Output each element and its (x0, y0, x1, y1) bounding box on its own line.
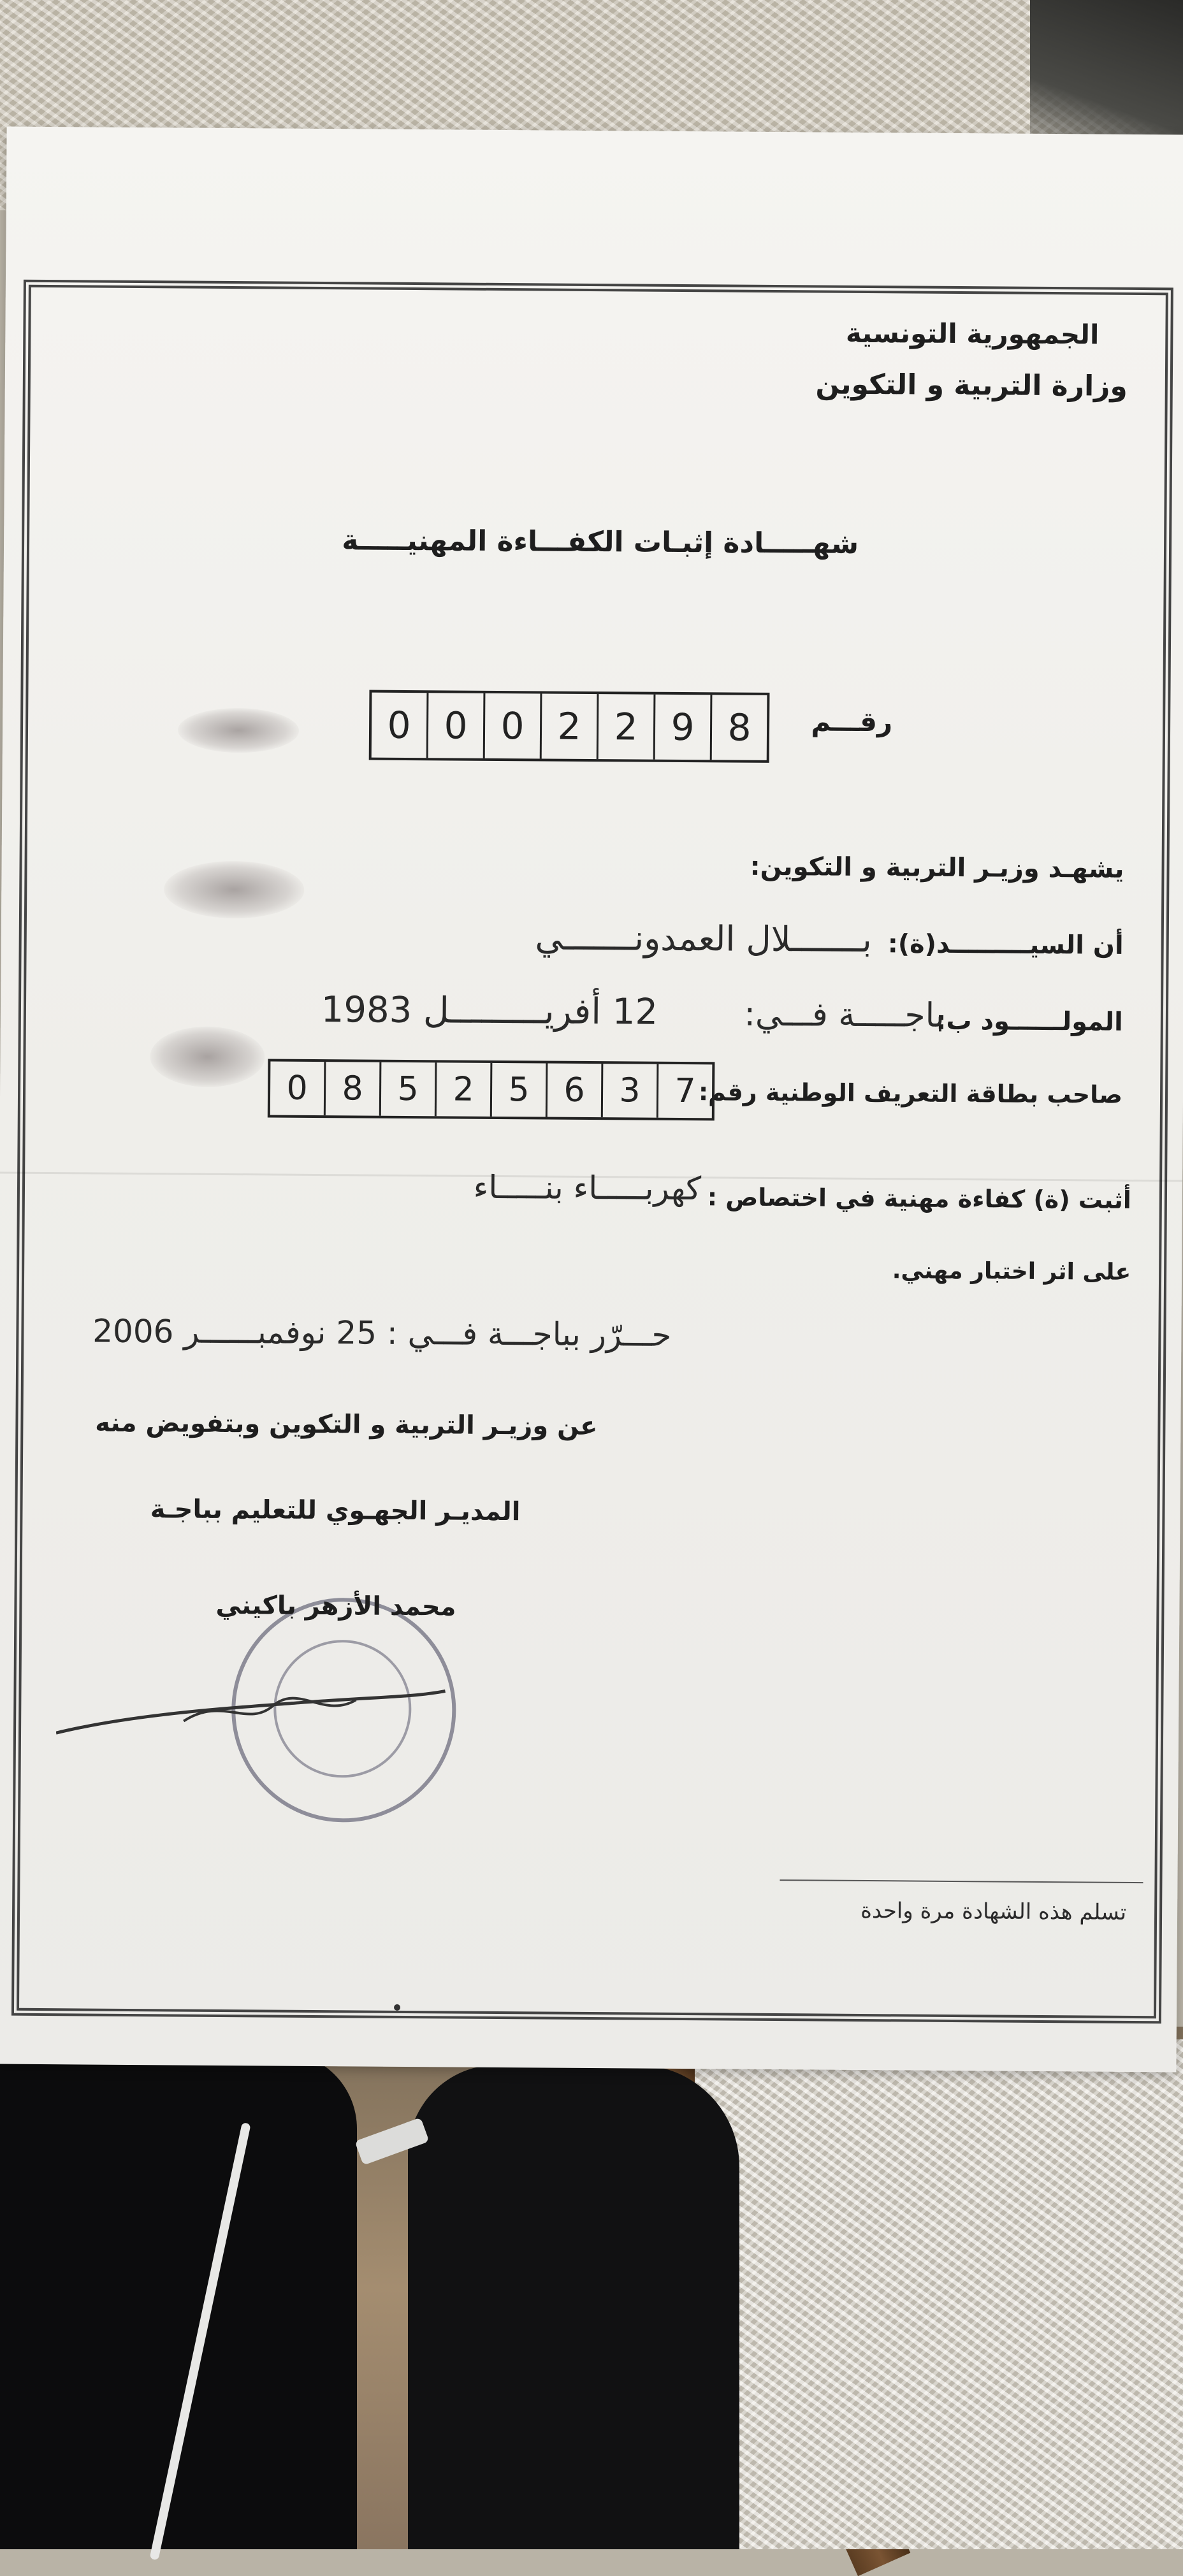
certificate-number-digit: 8 (727, 706, 751, 749)
handwritten-signature (56, 1682, 452, 1742)
national-id-digit: 6 (548, 1064, 604, 1118)
birth-label: المولــــــود ب: (936, 1006, 1124, 1037)
certificate-number-label: رقـــم (811, 706, 893, 738)
person-label: أن السيـــــــــد(ة): (887, 929, 1124, 960)
person-name: بـــــــلال العمدونـــــــي (535, 917, 872, 960)
issued-once-note: تسلم هذه الشهادة مرة واحدة (860, 1897, 1127, 1925)
certificate-number-digit: 0 (485, 693, 542, 759)
national-id-digit: 5 (492, 1063, 548, 1117)
certificate-number-digit: 0 (428, 693, 486, 758)
regional-director-title: المديـر الجهـوي للتعليم بباجـة (150, 1494, 521, 1527)
national-id-digit: 8 (326, 1062, 382, 1116)
competence-label: أثبت (ة) كفاءة مهنية في اختصاص : (707, 1183, 1132, 1214)
minister-certifies-line: يشهـد وزيـر التربية و التكوين: (750, 851, 1124, 884)
paper-dot (394, 2004, 400, 2011)
dark-trousers-right (408, 2065, 739, 2549)
national-id-digit: 7 (674, 1071, 696, 1111)
national-id-digit: 2 (437, 1062, 493, 1117)
national-id-boxes (268, 1059, 715, 1120)
certificate-number-boxes (369, 690, 770, 763)
republic-header: الجمهورية التونسية (845, 317, 1100, 351)
birth-date: 12 أفريـــــــــل 1983 (321, 989, 658, 1033)
national-id-digit: 5 (381, 1062, 437, 1117)
certificate-number-digit: 0 (372, 693, 429, 758)
tablecloth-background-bottom (695, 2039, 1183, 2549)
national-id-label: صاحب بطاقة التعريف الوطنية رقم: (698, 1078, 1123, 1109)
on-behalf-line: عن وزيـر التربية و التكوين وبتفويض منه (95, 1408, 598, 1442)
ink-smudge (150, 1026, 265, 1087)
director-name: محمد الأزهر باكيني (215, 1590, 456, 1622)
exam-line: على اثر اختبار مهني. (892, 1257, 1131, 1285)
certificate-title: شهـــــادة إثبـات الكفـــاءة المهنيـــــة (342, 524, 859, 560)
birth-place: باجـــــة فـــي: (744, 995, 945, 1035)
certificate-number-digit: 2 (599, 694, 656, 760)
national-id-digit: 0 (270, 1061, 326, 1115)
ministry-header: وزارة التربية و التكوين (815, 368, 1128, 403)
certificate-number-digit: 2 (542, 693, 599, 759)
issued-place-date: حـــرّر بباجـــة فـــي : 25 نوفمبــــــر 2006 (92, 1312, 672, 1354)
national-id-digit: 3 (603, 1064, 659, 1118)
dark-trousers-left (0, 2052, 357, 2549)
certificate-number-digit: 9 (655, 695, 713, 760)
certificate-paper (0, 127, 1183, 2073)
specialty-value: كهربـــــاء بنـــــاء (473, 1168, 702, 1208)
